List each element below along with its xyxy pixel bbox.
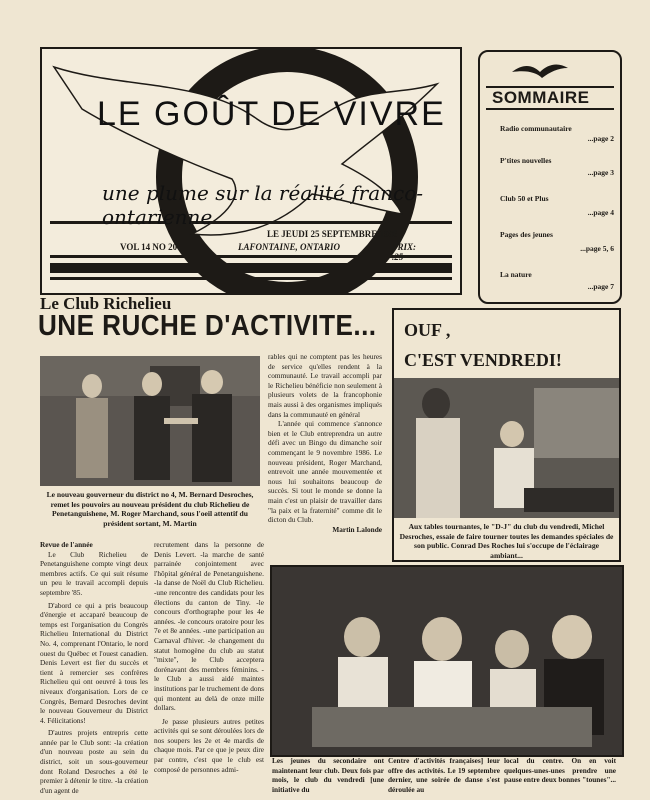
sommaire-item-page: ...page 4 — [587, 208, 614, 217]
photo-richelieu-ceremony — [40, 356, 260, 486]
bottom-column-1: Les jeunes du secondaire ont maintenant leur club. Deux fois par mois, le club du vendredi [une initiative du — [272, 756, 384, 794]
sommaire-item-page: ...page 2 — [587, 134, 614, 143]
sommaire-item-label: P'tites nouvelles — [500, 156, 552, 165]
ouf-subtitle: C'EST VENDREDI! — [404, 350, 562, 370]
article-paragraph: D'autres projets entrepris cette année par le Club sont: -la création d'un nouveau poste au sein du district, soit un sous-gouverneur dont Roland Desroches a été le premier à détenir le titre. -la création d'un agent de — [40, 728, 148, 795]
photo-caption: Aux tables tournantes, le "D-J" du club du vendredi, Michel Desroches, essaie de faire tourner toutes les demandes spéciales de son public. Conrad Des Roches lui s'occupe de l'éclairage ambiant... — [399, 522, 614, 560]
sommaire-item-page: ...page 7 — [587, 282, 614, 291]
sommaire-title: SOMMAIRE — [492, 88, 590, 107]
sommaire-item-page: ...page 3 — [587, 168, 614, 177]
seagull-icon — [510, 58, 570, 84]
bottom-column-2: Centre d'activités françaises] leur offre des activités. Le 19 septembre dernier, une soirée de danse s'est déroulée au — [388, 756, 500, 794]
sommaire-box — [478, 50, 622, 304]
article-kicker: Le Club Richelieu — [40, 294, 172, 313]
issue-info-bar — [120, 242, 420, 262]
dj-photo-illustration — [394, 378, 619, 518]
section-heading: Revue de l'année — [40, 540, 93, 549]
article-headline: UNE RUCHE D'ACTIVITE... — [38, 310, 377, 342]
photo-club-vendredi — [270, 565, 624, 757]
article-column-1 — [40, 540, 148, 795]
article-paragraph: recrutement dans la personne de Denis Levert. -la marche de santé parrainée conjointement avec l'hôpital général de Penetanguishene. -la danse de Noël du Club Richelieu. -une rencontre des candidats pour les élections du canton de Tiny. -le concours d'orthographe pour les 4e années. -le concours oratoire pour les 7e et 8e années. -une participation au Carnaval d'hiver. -le changement du statut homogène du club au statut "mixte", le Club acceptera dorénavant des membres féminins. -le Club a aussi aidé maintes institutions par le truchement de dons qui montent au delà de onze mille dollars. — [154, 540, 264, 713]
article-column-2 — [154, 540, 264, 774]
article-paragraph: L'année qui commence s'annonce bien et le Club entreprendra un autre défi avec un Bingo du dimanche soir commençant le 9 novembre 1986. Le nouveau président, Roger Marchand, entrevoit une année mouvementée et nous lui souhaitons beaucoup de succès. Si tout le monde se donne la main c'est un plaisir de travailler dans "la paix et la fraternité" comme dit le dicton du Club. — [268, 419, 382, 525]
ouf-box — [392, 308, 621, 562]
sommaire-item-page: ...page 5, 6 — [580, 244, 614, 253]
sommaire-item-label: Radio communautaire — [500, 124, 572, 133]
youth-photo-illustration — [272, 567, 622, 755]
bottom-column-3: local du centre. On en voit quelques-unes-unes prendre une pause entre deux bonnes "tounes"... — [504, 756, 616, 785]
article-column-right — [268, 352, 382, 534]
sommaire-item-label: Club 50 et Plus — [500, 194, 549, 203]
article-paragraph: Je passe plusieurs autres petites activités qui se sont déroulées lors de nos soupers les 2e et 4e mardis de chaque mois. Par ce que je peux dire par contre, c'est que le club est composé de personnes admi- — [154, 716, 264, 774]
issue-price: PRIX: .25 — [392, 242, 417, 262]
divider — [486, 108, 614, 110]
issue-place: LAFONTAINE, ONTARIO — [238, 242, 341, 252]
issue-volume: VOL 14 NO 20 — [120, 242, 178, 252]
newspaper-title: LE GOÛT DE VIVRE — [97, 95, 446, 133]
ouf-title: OUF , — [404, 320, 451, 340]
photo-dj — [394, 378, 619, 518]
people-photo-illustration — [40, 356, 260, 486]
photo-caption: Le nouveau gouverneur du district no 4, M. Bernard Desroches, remet les pouvoirs au nouveau président du club Richelieu de Penetanguishene, M. Roger Marchand, sous l'oeil attentif du président sortant, M. Martin — [46, 490, 254, 528]
issue-date: LE JEUDI 25 SEPTEMBRE 1986 — [267, 229, 398, 239]
masthead — [40, 47, 462, 295]
article-author: Martin Lalonde — [332, 524, 382, 534]
sommaire-item-label: Pages des jeunes — [500, 230, 553, 239]
sommaire-item-label: La nature — [500, 270, 532, 279]
article-paragraph: D'abord ce qui a pris beaucoup d'énergie et accaparé beaucoup de temps est l'organisation du Congrès Richelieu International du District No. 4, comprenant l'Ontario, le nord ouest du Québec et l'ouest canadien. Denis Levert est fier du succès et tient à remercier ses confrères Richelieu qui ont oeuvré à tous les niveaux d'organisation. Lors de ce Congrès, Bernard Desroches devint le nouveau Gouverneur du District 4. Félicitations! — [40, 600, 148, 725]
article-paragraph: rables qui ne comptent pas les heures de service qu'elles rendent à la communauté. Le travail accompli par le Richelieu bénéficie non seulement à plusieurs volets de la francophonie mais aussi à des organismes impliqués dans la communauté en général — [268, 352, 382, 419]
article-paragraph: Le Club Richelieu de Penetanguishene compte vingt deux membres actifs. Ce qui suit résume un peu le travail accompli depuis septembre '85. — [40, 549, 148, 597]
newspaper-subtitle: une plume sur la réalité franco-ontarienne — [102, 181, 424, 229]
